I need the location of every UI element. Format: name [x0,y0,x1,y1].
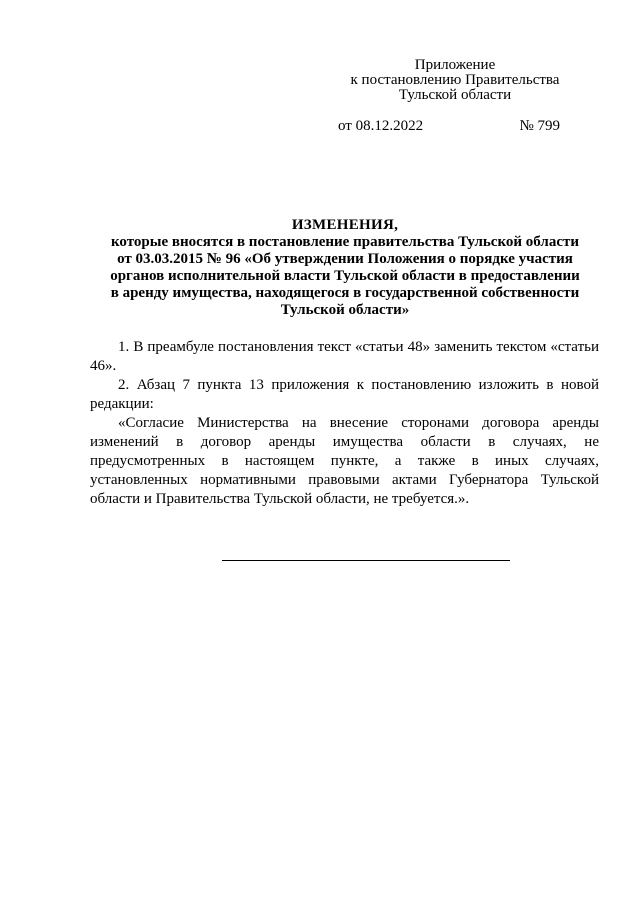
document-date: от 08.12.2022 [338,118,424,134]
document-body [90,338,599,509]
paragraph-2: 2. Абзац 7 пункта 13 приложения к постановлению изложить в новой редакции: [90,377,599,412]
title-heading: ИЗМЕНЕНИЯ, [291,217,399,233]
appendix-line: Тульской области [398,87,512,103]
document-title [88,217,602,319]
appendix-header [330,58,580,103]
closing-rule [222,560,510,561]
appendix-line: Приложение [414,57,496,73]
title-line: в аренду имущества, находящегося в государственной собственности [110,285,580,301]
paragraph-1: 1. В преамбуле постановления текст «статьи 48» заменить текстом «статьи 46». [90,339,599,374]
paragraph-3-quote: «Согласие Министерства на внесение сторонами договора аренды изменений в договор аренды имущества области в случаях, не предусмотренных в настоящем пункте, а также в иных случаях, установленных нормативными правовыми актами Губернатора Тульской области и Правительства Тульской области, не требуется.». [90,415,599,507]
title-line: которые вносятся в постановление правительства Тульской области [110,234,580,250]
document-number: № 799 [519,118,560,134]
title-line: от 03.03.2015 № 96 «Об утверждении Положения о порядке участия [117,251,573,267]
title-line: Тульской области» [280,302,410,318]
title-line: органов исполнительной власти Тульской области в предоставлении [110,268,580,284]
appendix-line: к постановлению Правительства [350,72,560,88]
